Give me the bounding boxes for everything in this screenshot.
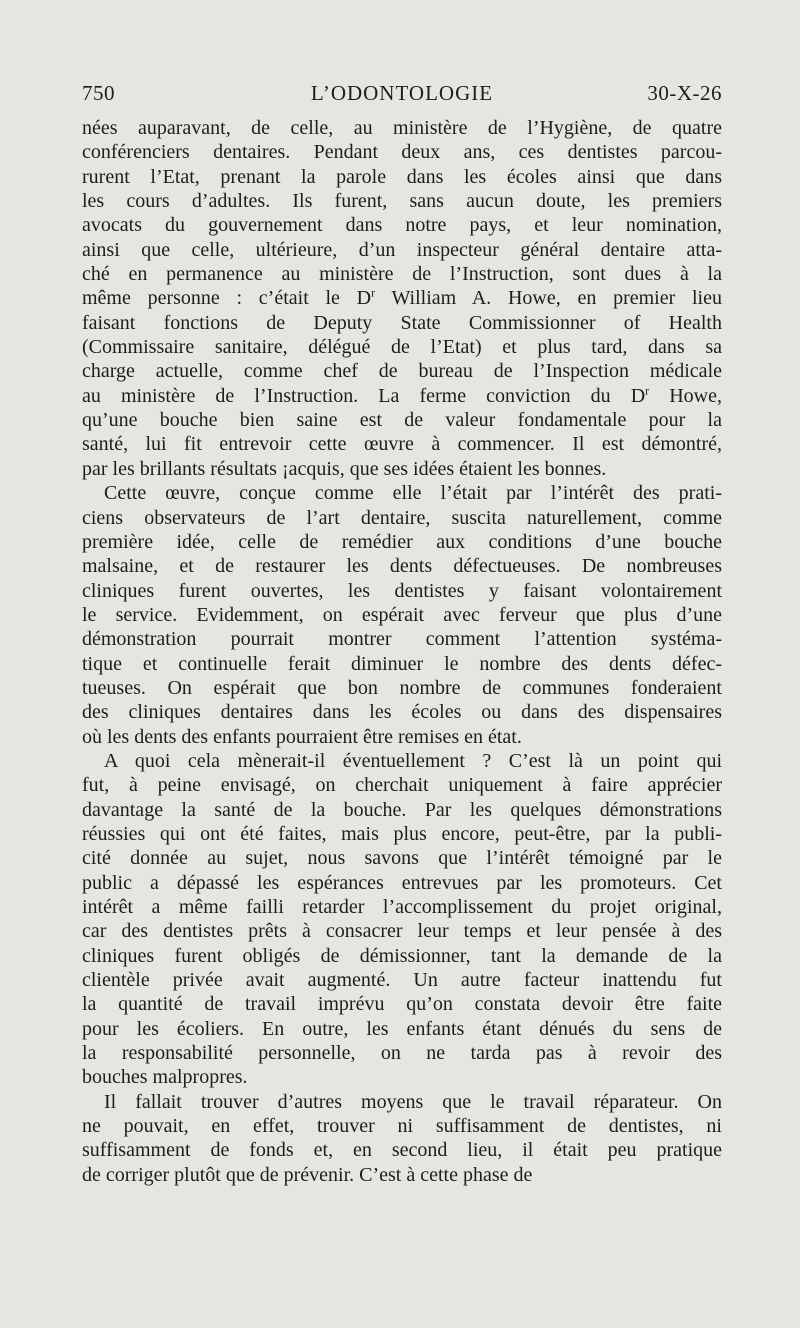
text-line: avocats du gouvernement dans notre pays, et leur nomination,: [82, 214, 722, 237]
text-line: la quantité de travail imprévu qu’on constata devoir être faite: [82, 993, 722, 1016]
text-line: par les brillants résultats ¡acquis, que ses idées étaient les bonnes.: [82, 457, 607, 480]
text-line: Cette œuvre, conçue comme elle l’était par l’intérêt des prati-: [104, 482, 722, 505]
text-line: démonstration pourrait montrer comment l’attention systéma-: [82, 628, 722, 651]
text-line: public a dépassé les espérances entrevues par les promoteurs. Cet: [82, 871, 722, 894]
page-number: 750: [82, 81, 115, 105]
text-line: tique et continuelle ferait diminuer le nombre des dents défec-: [82, 652, 722, 675]
text-line: faisant fonctions de Deputy State Commissionner of Health: [82, 311, 722, 334]
running-title: L’ODONTOLOGIE: [310, 81, 494, 105]
text-line: davantage la santé de la bouche. Par les quelques démonstrations: [82, 798, 722, 821]
text-line: rurent l’Etat, prenant la parole dans les écoles ainsi que dans: [82, 165, 722, 188]
issue-date: 30-X-26: [647, 81, 722, 105]
body-text: [82, 116, 722, 1187]
text-line: conférenciers dentaires. Pendant deux ans, ces dentistes parcou-: [82, 141, 722, 164]
text-line: charge actuelle, comme chef de bureau de l’Inspection médicale: [82, 360, 722, 383]
text-line: cité donnée au sujet, nous savons que l’intérêt témoigné par le: [82, 847, 722, 870]
text-line: ché en permanence au ministère de l’Instruction, sont dues à la: [82, 263, 722, 286]
text-line: nées auparavant, de celle, au ministère de l’Hygiène, de quatre: [82, 117, 722, 139]
paragraph: [82, 481, 722, 749]
text-line: la responsabilité personnelle, on ne tarda pas à revoir des: [82, 1042, 722, 1065]
text-line: première idée, celle de remédier aux conditions d’une bouche: [82, 530, 722, 553]
text-line: ciens observateurs de l’art dentaire, suscita naturellement, comme: [82, 506, 722, 529]
text-line: A quoi cela mènerait-il éventuellement ? C’est là un point qui: [104, 749, 722, 772]
text-line: cliniques furent ouvertes, les dentistes y faisant volontairement: [82, 579, 722, 602]
text-line: qu’une bouche bien saine est de valeur fondamentale pour la: [82, 409, 722, 432]
text-line: ainsi que celle, ultérieure, d’un inspecteur général dentaire atta-: [82, 238, 722, 261]
text-line: santé, lui fit entrevoir cette œuvre à commencer. Il est démontré,: [82, 433, 722, 456]
text-line: suffisamment de fonds et, en second lieu, il était peu pratique: [82, 1139, 722, 1162]
text-line: au ministère de l’Instruction. La ferme conviction du $D^r$ Howe,: [82, 383, 723, 407]
text-line: réussies qui ont été faites, mais plus encore, peut-être, par la publi-: [82, 822, 722, 845]
text-line: intérêt a même failli retarder l’accomplissement du projet original,: [82, 896, 722, 918]
text-line: (Commissaire sanitaire, délégué de l’Etat) et plus tard, dans sa: [82, 336, 722, 359]
text-line: cliniques furent obligés de démissionner, tant la demande de la: [82, 944, 722, 967]
text-line: clientèle privée avait augmenté. Un autre facteur inattendu fut: [82, 969, 722, 992]
paragraph: [82, 1090, 722, 1187]
text-line: le service. Evidemment, on espérait avec ferveur que plus d’une: [82, 603, 722, 626]
text-line: car des dentistes prêts à consacrer leur temps et leur pensée à des: [82, 920, 722, 943]
text-line: bouches malpropres.: [82, 1066, 248, 1089]
text-line: tueuses. On espérait que bon nombre de communes fonderaient: [82, 676, 722, 699]
paragraph: [82, 749, 722, 1090]
paragraph: [82, 116, 722, 481]
text-line: les cours d’adultes. Ils furent, sans aucun doute, les premiers: [82, 190, 722, 213]
text-line: ne pouvait, en effet, trouver ni suffisamment de dentistes, ni: [82, 1115, 722, 1138]
text-line: de corriger plutôt que de prévenir. C’est à cette phase de: [82, 1163, 533, 1186]
page-header: [82, 78, 722, 108]
text-line: fut, à peine envisagé, on cherchait uniquement à faire apprécier: [82, 774, 722, 797]
text-line: pour les écoliers. En outre, les enfants étant dénués du sens de: [82, 1017, 722, 1040]
text-line: malsaine, et de restaurer les dents défectueuses. De nombreuses: [82, 555, 722, 578]
text-line: Il fallait trouver d’autres moyens que le travail réparateur. On: [104, 1090, 722, 1113]
text-line: des cliniques dentaires dans les écoles ou dans des dispensaires: [82, 701, 722, 724]
text-line: où les dents des enfants pourraient être remises en état.: [82, 725, 522, 748]
text-line: même personne : c’était le $D^r$ William A. Howe, en premier lieu: [82, 285, 722, 310]
